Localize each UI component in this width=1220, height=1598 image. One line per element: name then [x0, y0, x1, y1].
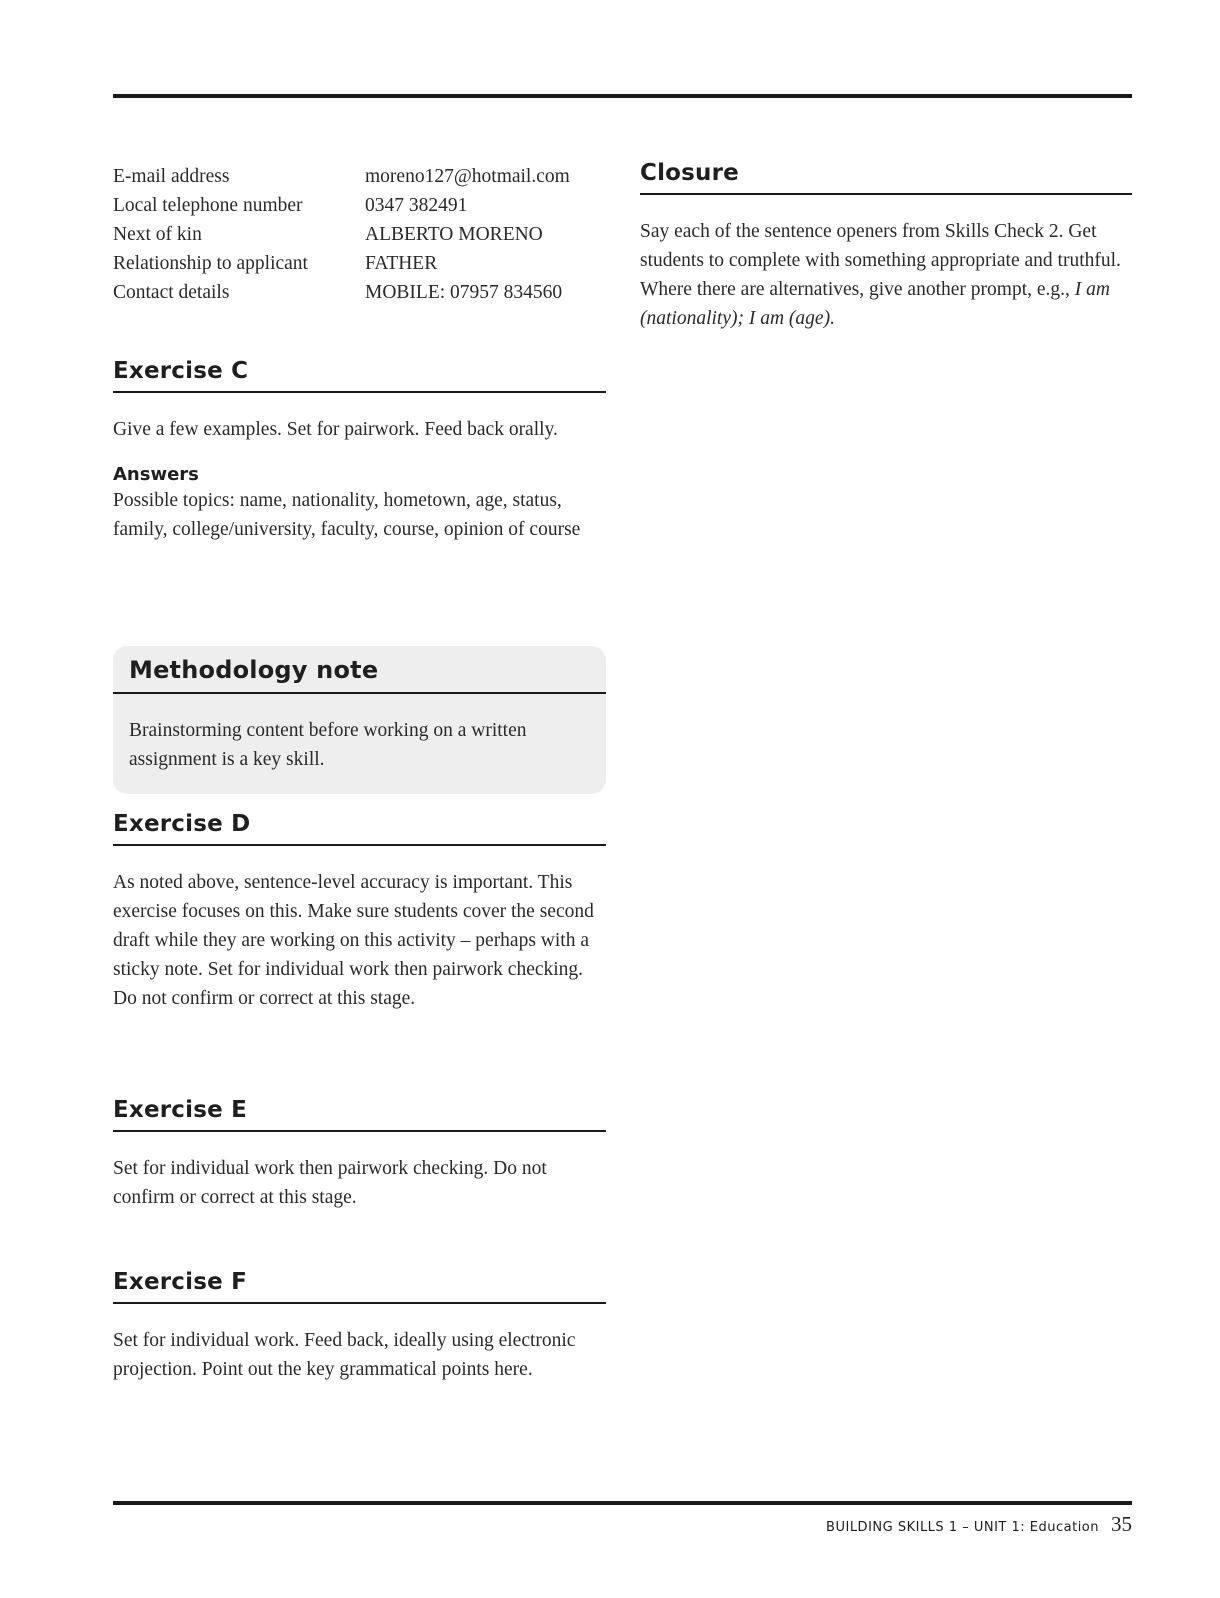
contact-value: 0347 382491	[365, 195, 468, 216]
closure-section	[640, 160, 1132, 333]
contact-details-table	[113, 162, 606, 307]
exercise-d-heading: Exercise D	[113, 811, 606, 846]
closure-example-age: I am (age).	[748, 308, 835, 329]
closure-text-main: Say each of the sentence openers from Skills Check 2. Get students to complete with something appropriate and truthful. Where there are alternatives, give another prompt, e.g.,	[640, 221, 1121, 300]
closure-example-nationality: I am (nationality);	[640, 279, 1110, 329]
exercise-d-text: As noted above, sentence-level accuracy is important. This exercise focuses on this. Make sure students cover the second draft while they are working on this activity – perhaps with a sticky note. Set for individual work then pairwork checking. Do not confirm or correct at this stage.	[113, 872, 594, 1009]
exercise-f-heading: Exercise F	[113, 1269, 606, 1304]
contact-label: Relationship to applicant	[113, 253, 308, 274]
answers-heading: Answers	[113, 464, 199, 485]
contact-value: ALBERTO MORENO	[365, 224, 543, 245]
contact-label: E-mail address	[113, 166, 230, 187]
exercise-e-text: Set for individual work then pairwork checking. Do not confirm or correct at this stage.	[113, 1158, 547, 1208]
methodology-note-heading: Methodology note	[113, 646, 606, 694]
bottom-rule	[113, 1501, 1132, 1505]
top-rule	[113, 94, 1132, 98]
page-footer	[826, 1512, 1132, 1537]
contact-value: FATHER	[365, 253, 438, 274]
page-number: 35	[1111, 1512, 1132, 1536]
contact-label: Contact details	[113, 282, 230, 303]
exercise-f-text: Set for individual work. Feed back, ideally using electronic projection. Point out the key grammatical points here.	[113, 1330, 576, 1380]
exercise-c-heading: Exercise C	[113, 358, 606, 393]
closure-text	[640, 217, 1132, 333]
closure-heading: Closure	[640, 160, 1132, 195]
methodology-note-box	[113, 646, 606, 794]
exercise-c-text: Give a few examples. Set for pairwork. Feed back orally.	[113, 419, 558, 440]
exercise-c-section	[113, 358, 606, 544]
contact-value: moreno127@hotmail.com	[365, 166, 570, 187]
exercise-d-section	[113, 811, 606, 1013]
footer-label: BUILDING SKILLS 1 – UNIT 1: Education	[826, 1520, 1099, 1535]
exercise-e-heading: Exercise E	[113, 1097, 606, 1132]
answers-text: Possible topics: name, nationality, hometown, age, status, family, college/university, faculty, course, opinion of course	[113, 490, 581, 540]
contact-value: MOBILE: 07957 834560	[365, 282, 563, 303]
contact-label: Local telephone number	[113, 195, 303, 216]
exercise-e-section	[113, 1097, 606, 1212]
exercise-f-section	[113, 1269, 606, 1384]
contact-label: Next of kin	[113, 224, 202, 245]
methodology-note-text: Brainstorming content before working on a written assignment is a key skill.	[129, 720, 527, 770]
